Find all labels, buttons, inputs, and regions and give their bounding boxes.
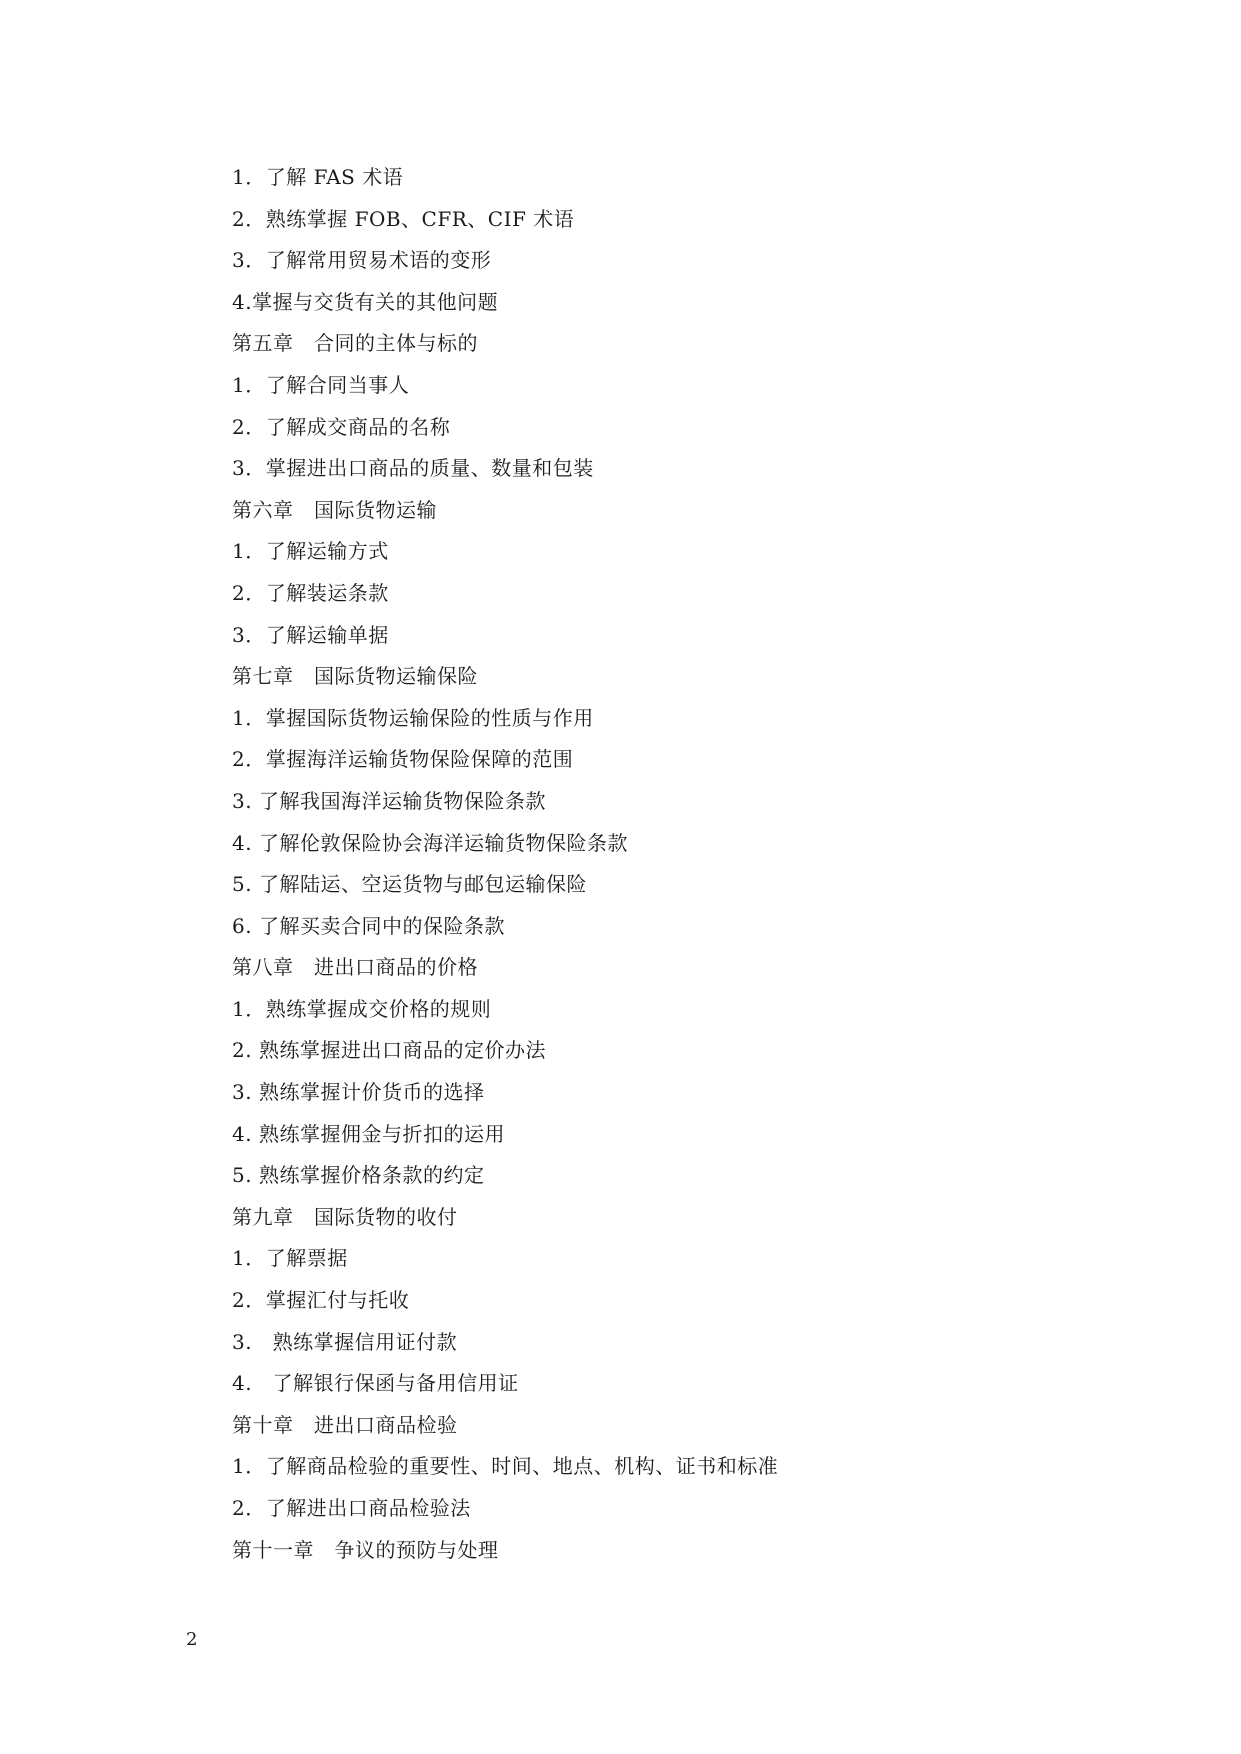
list-item: 3. 了解我国海洋运输货物保险条款 [232,788,546,813]
list-item: 1．了解票据 [232,1246,348,1271]
list-item: 2．了解装运条款 [232,580,389,605]
list-item: 1．了解商品检验的重要性、时间、地点、机构、证书和标准 [232,1454,779,1479]
list-item: 5. 熟练掌握价格条款的约定 [232,1163,485,1188]
list-item: 6. 了解买卖合同中的保险条款 [232,913,505,938]
chapter-heading: 第九章 国际货物的收付 [232,1204,458,1229]
list-item: 1．熟练掌握成交价格的规则 [232,996,492,1021]
list-item: 1．了解 FAS 术语 [232,165,404,189]
list-item: 3. 熟练掌握信用证付款 [232,1329,458,1354]
syllabus-list [232,157,1132,1571]
chapter-heading: 第十章 进出口商品检验 [232,1412,458,1437]
list-item: 3. 熟练掌握计价货币的选择 [232,1080,485,1105]
list-item: 4.掌握与交货有关的其他问题 [232,289,499,314]
list-item: 2．了解成交商品的名称 [232,414,451,439]
chapter-heading: 第五章 合同的主体与标的 [232,331,478,356]
list-item: 4. 了解伦敦保险协会海洋运输货物保险条款 [232,830,628,855]
list-item: 2．掌握海洋运输货物保险保障的范围 [232,747,574,772]
list-item: 3．掌握进出口商品的质量、数量和包装 [232,456,594,481]
list-item: 1．了解运输方式 [232,539,389,564]
list-item: 2. 熟练掌握进出口商品的定价办法 [232,1038,546,1063]
list-item: 3．了解运输单据 [232,622,389,647]
list-item: 1．掌握国际货物运输保险的性质与作用 [232,705,594,730]
chapter-heading: 第十一章 争议的预防与处理 [232,1537,499,1562]
chapter-heading: 第七章 国际货物运输保险 [232,664,478,689]
list-item: 5. 了解陆运、空运货物与邮包运输保险 [232,872,587,897]
list-item: 2．掌握汇付与托收 [232,1288,410,1313]
list-item: 1．了解合同当事人 [232,372,410,397]
chapter-heading: 第六章 国际货物运输 [232,497,437,522]
page-number: 2 [186,1629,198,1650]
list-item: 4. 熟练掌握佣金与折扣的运用 [232,1121,505,1146]
list-item: 4. 了解银行保函与备用信用证 [232,1371,519,1396]
list-item: 3．了解常用贸易术语的变形 [232,248,492,273]
chapter-heading: 第八章 进出口商品的价格 [232,955,478,980]
list-item: 2．了解进出口商品检验法 [232,1496,471,1520]
list-item: 2．熟练掌握 FOB、CFR、CIF 术语 [232,206,575,231]
